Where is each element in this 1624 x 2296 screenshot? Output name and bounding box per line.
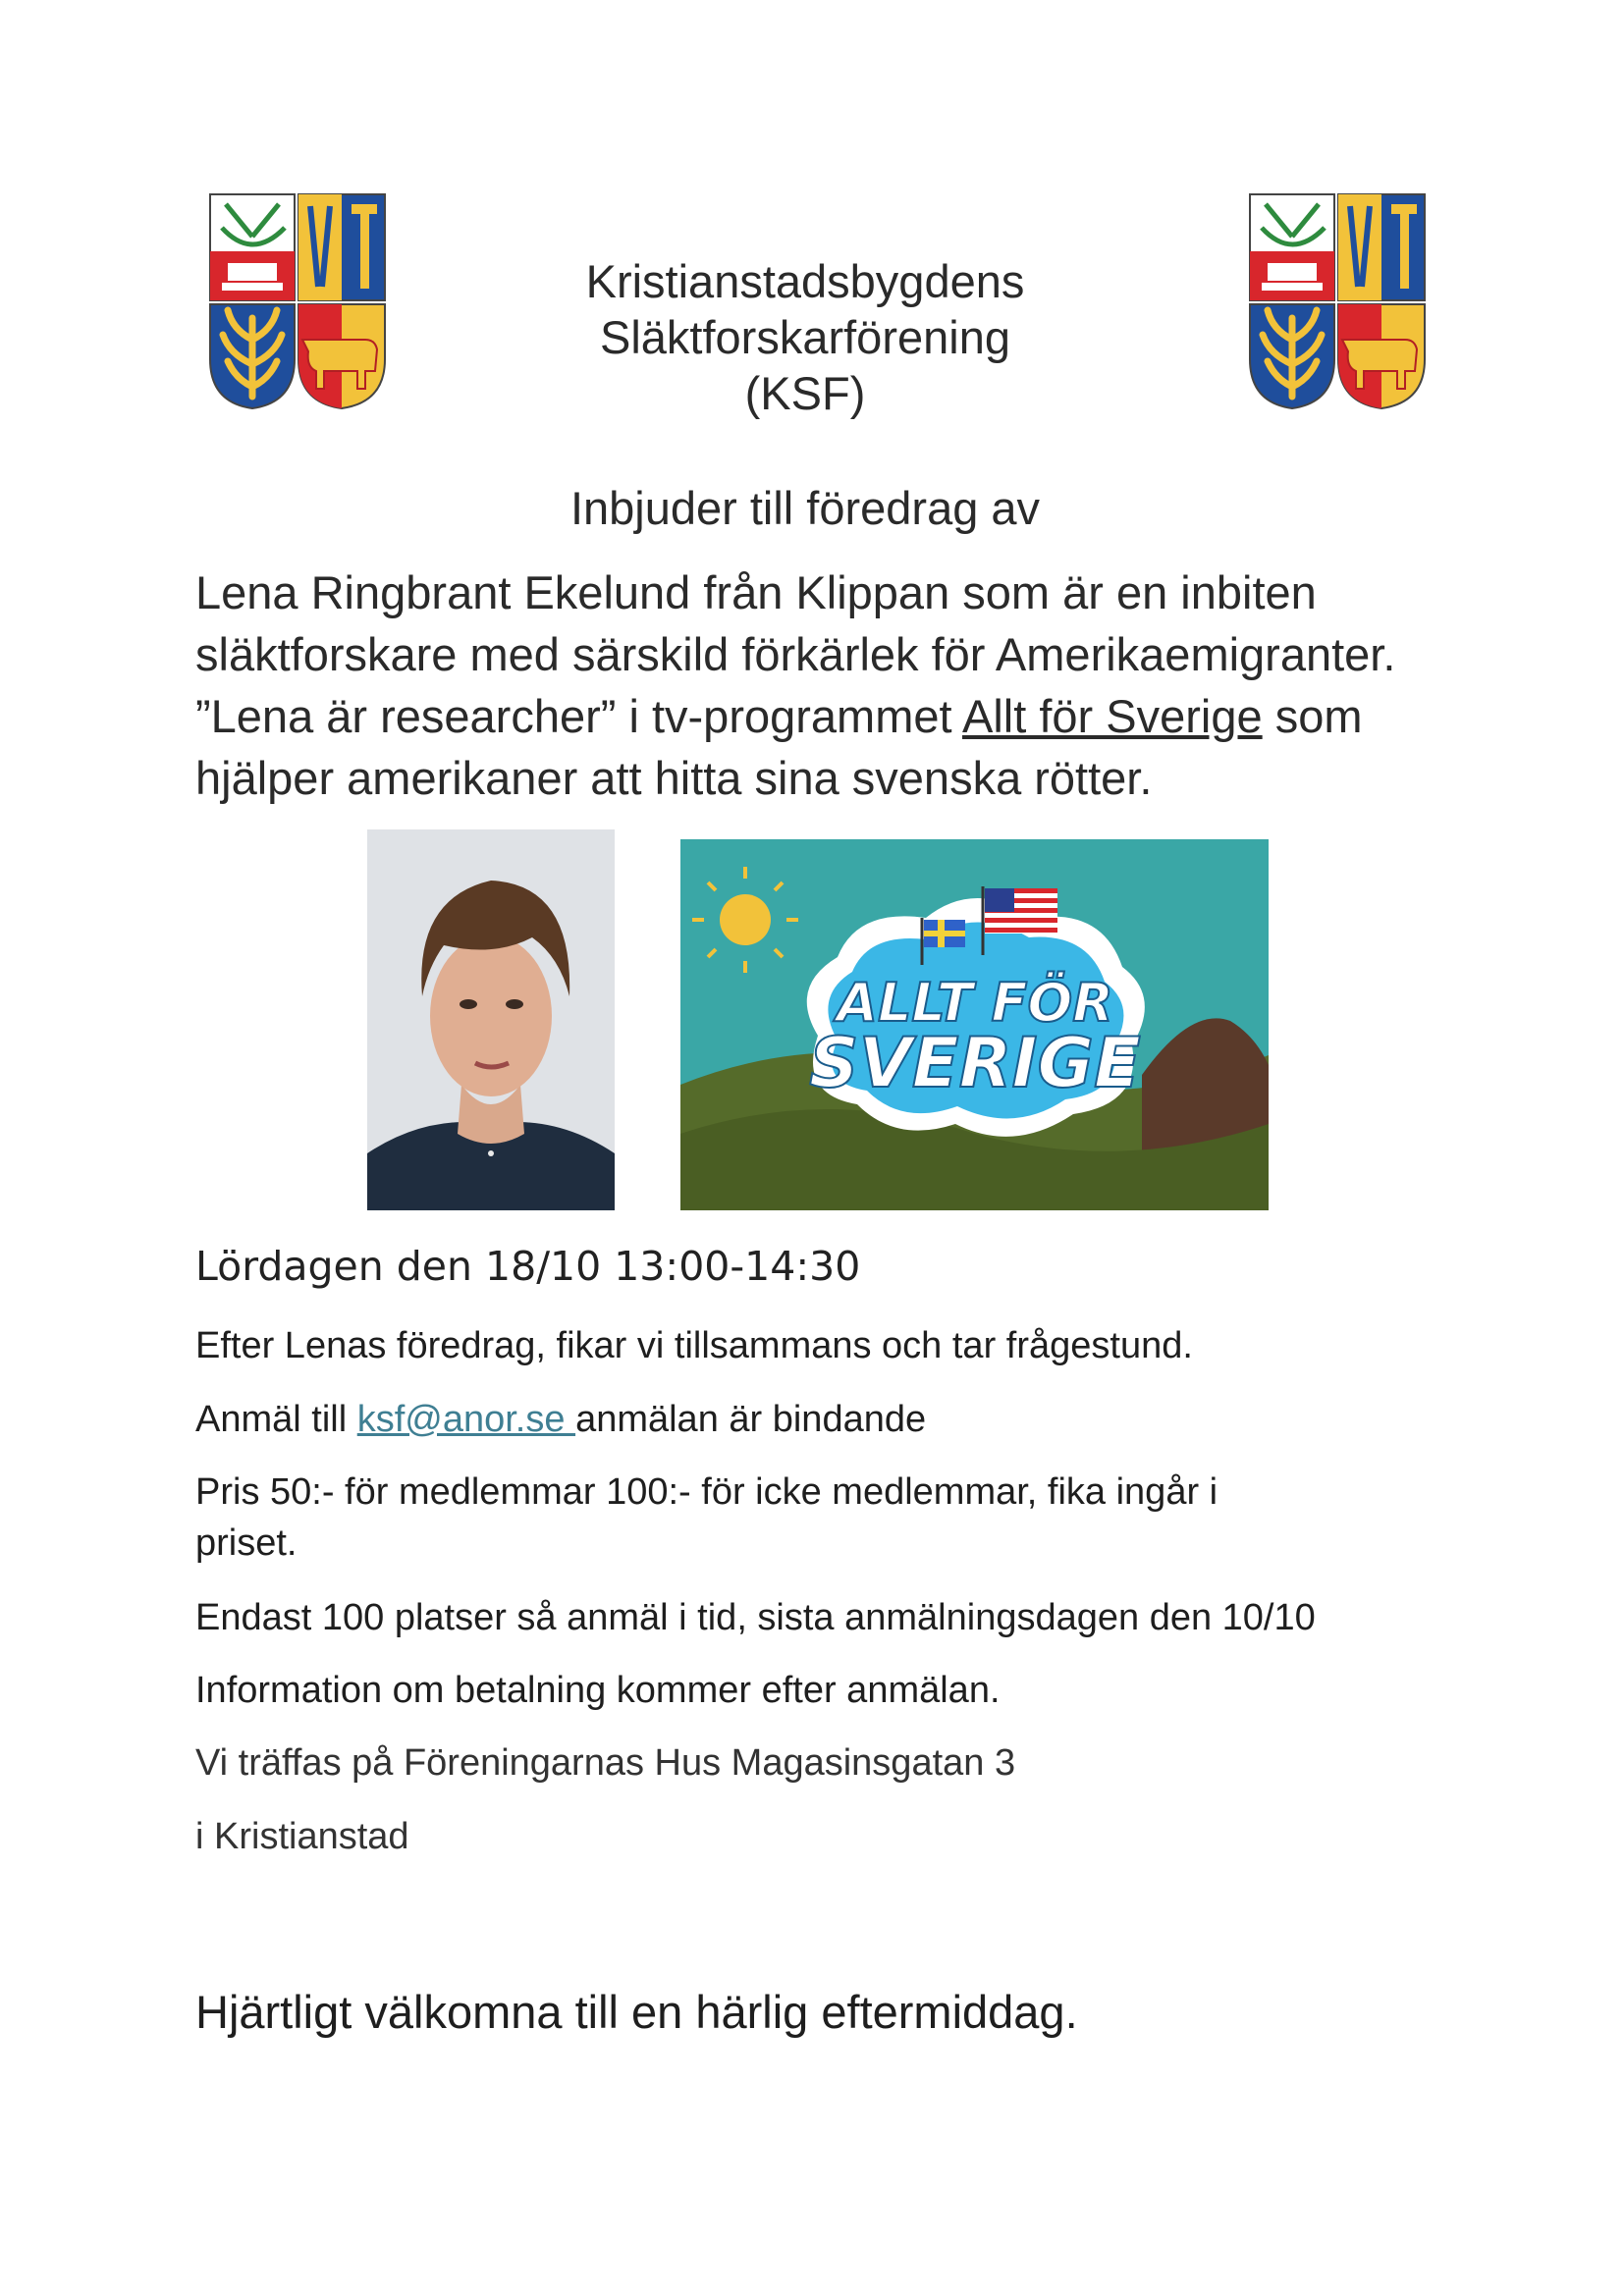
speaker-intro (195, 561, 1472, 809)
event-date-time: Lördagen den 18/10 13:00-14:30 (195, 1243, 861, 1290)
tv-show-name: Allt för Sverige (962, 690, 1263, 742)
org-name-line2: Släktforskarförening (600, 311, 1010, 363)
tv-show-logo (680, 839, 1269, 1210)
email-link[interactable]: ksf@anor.se (356, 1399, 576, 1440)
intro-line-2: släktforskare med särskild förkärlek för Amerikaemigranter. (195, 628, 1396, 680)
intro-line-4: hjälper amerikaner att hitta sina svenska rötter. (195, 752, 1153, 804)
speaker-photo (367, 829, 615, 1210)
registration-info (195, 1394, 1472, 1445)
invitation-heading: Inbjuder till föredrag av (569, 482, 1041, 534)
price-info (195, 1467, 1472, 1569)
venue-line-2: i Kristianstad (195, 1816, 409, 1857)
show-logo-text-1: ALLT FÖR (837, 972, 1113, 1034)
registration-suffix: anmälan är bindande (575, 1399, 927, 1440)
seats-info: Endast 100 platser så anmäl i tid, sista anmälningsdagen den 10/10 (195, 1597, 1316, 1638)
intro-line-1: Lena Ringbrant Ekelund från Klippan som är en inbiten (195, 566, 1317, 618)
registration-prefix: Anmäl till (195, 1399, 357, 1440)
price-line-2: priset. (195, 1522, 298, 1564)
payment-info: Information om betalning kommer efter anmälan. (195, 1670, 1001, 1711)
show-logo-text-2: SVERIGE (809, 1023, 1141, 1103)
price-line-1: Pris 50:- för medlemmar 100:- för icke medlemmar, fika ingår i (195, 1471, 1218, 1513)
coat-of-arms-left (208, 192, 387, 410)
coat-of-arms-right (1248, 192, 1427, 410)
intro-line-3-end: som (1262, 690, 1363, 742)
intro-line-3 (195, 685, 1472, 747)
closing-welcome: Hjärtligt välkomna till en härlig eftermiddag. (195, 1986, 1078, 2038)
org-abbreviation: (KSF) (744, 367, 866, 419)
venue-line-1: Vi träffas på Föreningarnas Hus Magasinsgatan 3 (195, 1742, 1016, 1784)
org-name-line1: Kristianstadsbygdens (585, 255, 1025, 307)
intro-line-3-start: ”Lena är researcher” i tv-programmet (195, 690, 963, 742)
after-talk-info: Efter Lenas föredrag, fikar vi tillsammans och tar frågestund. (195, 1325, 1193, 1366)
organization-title (471, 253, 1139, 421)
